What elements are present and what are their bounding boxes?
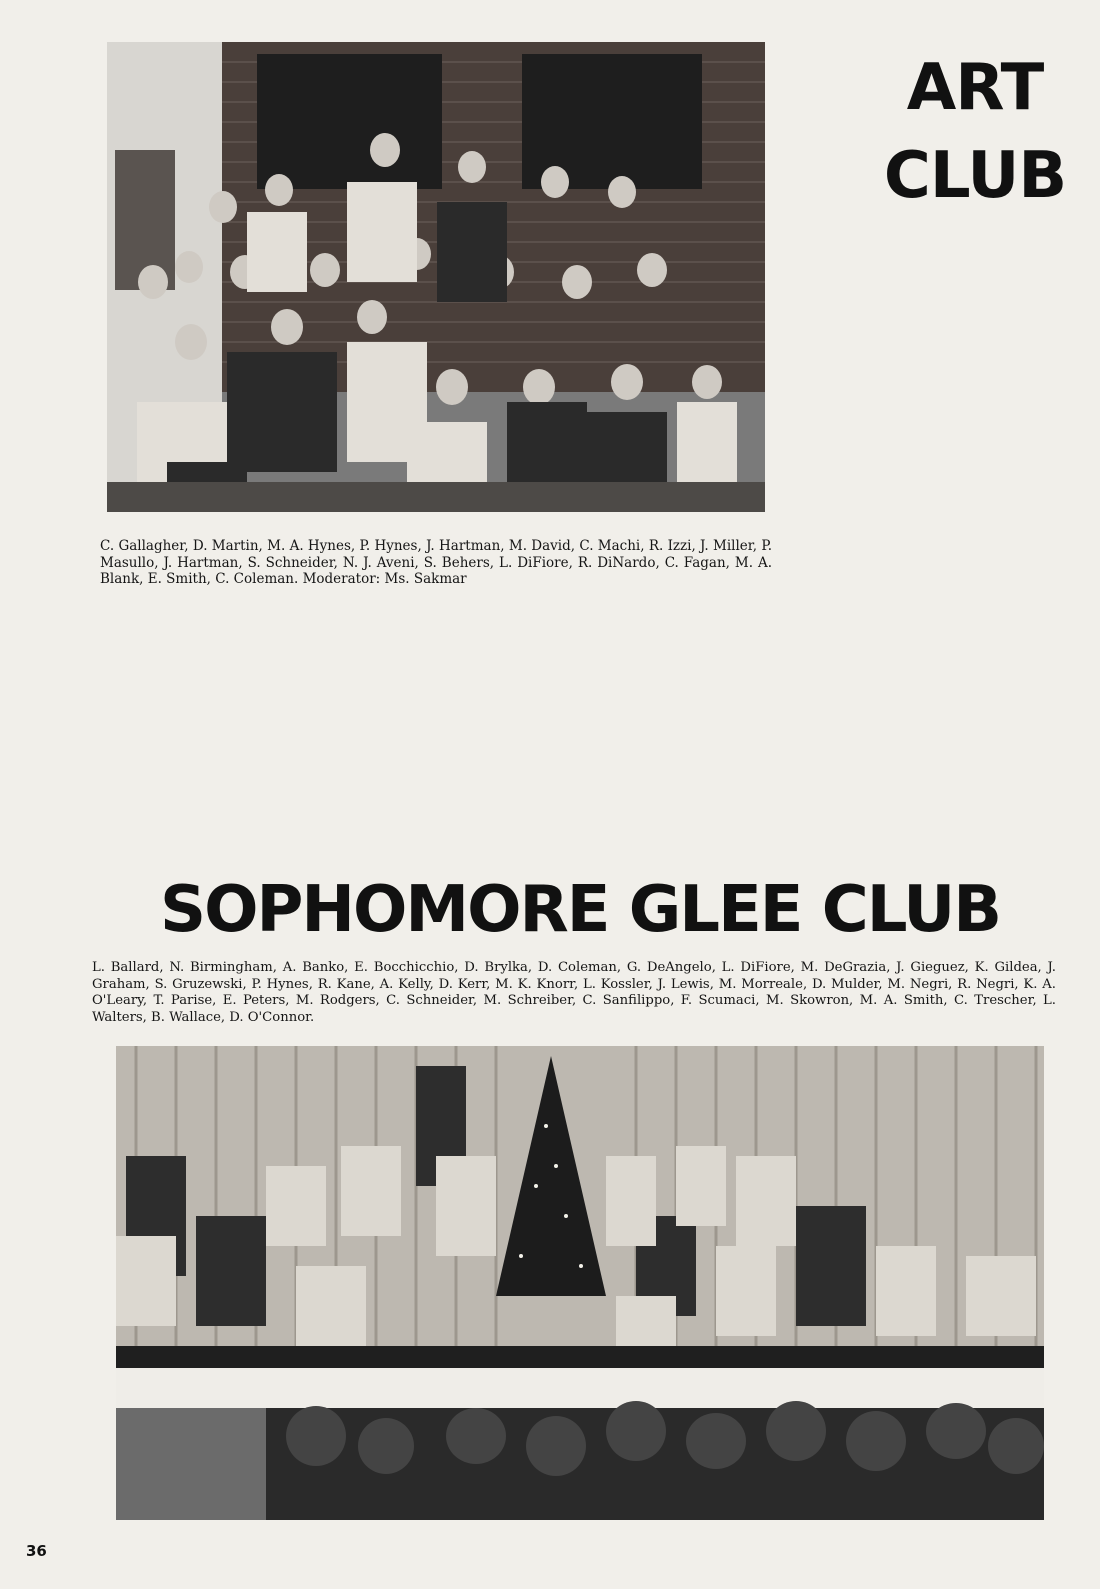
glee-club-photo — [116, 1046, 1044, 1520]
art-club-title-line1: ART — [906, 51, 1044, 125]
glee-club-title: SOPHOMORE GLEE CLUB — [160, 873, 1000, 947]
glee-club-caption: L. Ballard, N. Birmingham, A. Banko, E. Bocchicchio, D. Brylka, D. Coleman, G. DeAngelo, L. DiFiore, M. DeGrazia, J. Gieguez, K. Gildea, J. Graham, S. Gruzewski, P. Hynes, R. Kane, A. Kelly, D. Kerr, M. K. Knorr, L. Kossler, J. Lewis, M. Morreale, D. Mulder, M. Negri, R. Negri, K. A. O'Leary, T. Parise, E. Peters, M. Rodgers, C. Schneider, M. Schreiber, C. Sanfilippo, F. Scumaci, M. Skowron, M. A. Smith, C. Trescher, L. Walters, B. Wallace, D. O'Connor. — [92, 960, 1056, 1025]
art-club-title — [870, 44, 1080, 220]
art-club-title-line2: CLUB — [883, 139, 1067, 213]
art-club-caption: C. Gallagher, D. Martin, M. A. Hynes, P. Hynes, J. Hartman, M. David, C. Machi, R. Izzi, J. Miller, P. Masullo, J. Hartman, S. Schneider, N. J. Aveni, S. Behers, L. DiFiore, R. DiNardo, C. Fagan, M. A. Blank, E. Smith, C. Coleman. Moderator: Ms. Sakmar — [100, 538, 772, 587]
art-club-photo — [107, 42, 765, 512]
page-number: 36 — [26, 1542, 47, 1560]
